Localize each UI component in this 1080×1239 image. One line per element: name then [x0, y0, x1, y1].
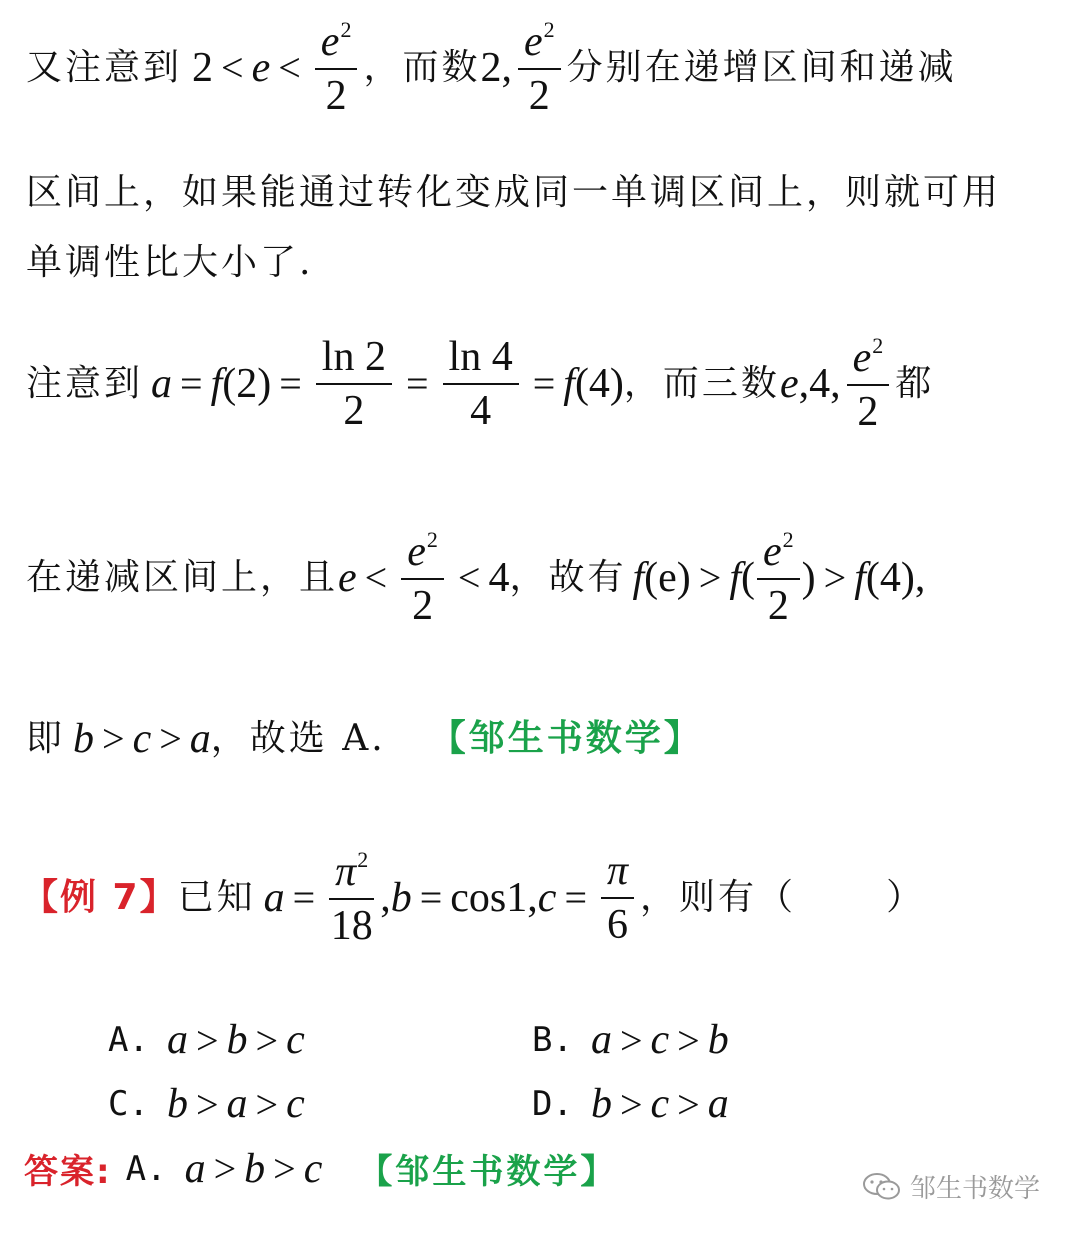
answer-line: 答案: A. a > b > c 【邹生书数学】: [24, 1145, 618, 1192]
text: 都: [895, 363, 935, 405]
text: ，故有: [509, 557, 627, 599]
text: 区间上，如果能通过转化变成同一单调区间上，则就可用: [26, 172, 1002, 213]
text: 分别在递增区间和递减: [566, 47, 957, 89]
number: 2,: [480, 45, 512, 92]
text: ）: [886, 877, 926, 919]
fraction-e2-over-2: $\frac{e^2}{2}$: [401, 528, 444, 628]
fraction-ln2-over-2: $\frac{\ln 2}{2}$: [316, 335, 392, 433]
var-e: e: [779, 361, 799, 408]
answer-letter: A.: [125, 1148, 167, 1189]
number: ,4,: [798, 361, 841, 408]
less-than: <: [221, 45, 244, 91]
comma: ,: [380, 875, 391, 922]
var-e: e: [338, 555, 357, 602]
text-line-6: [26, 718, 1068, 760]
brand-label: 【邹生书数学】: [358, 1152, 618, 1192]
fraction-e2-over-2: $\frac{e^2}{2}$: [518, 18, 561, 118]
arg: (4): [574, 361, 624, 408]
text: ，故选 A.: [210, 718, 386, 759]
equals: =: [419, 875, 443, 921]
wechat-icon: [862, 1172, 902, 1202]
option-b[interactable]: B. a > c > b: [532, 1017, 729, 1063]
example-label: 【例 7】: [22, 877, 178, 919]
func-f: f: [632, 555, 645, 602]
equals: =: [292, 875, 316, 921]
fraction-pi-over-6: $\frac{\pi}{6}$: [601, 849, 634, 947]
text-line-5: [26, 528, 1068, 628]
greater-than: >: [823, 555, 847, 601]
fraction-e2-over-2: $\frac{e^2}{2}$: [315, 18, 358, 118]
fraction-ln4-over-4: $\frac{\ln 4}{4}$: [443, 335, 519, 433]
option-c[interactable]: C. b > a > c: [108, 1081, 305, 1127]
text: 在递减区间上，且: [26, 557, 339, 599]
text: 注意到: [26, 363, 144, 405]
text: 即: [26, 718, 66, 759]
var-a: a: [151, 361, 173, 408]
var-a: a: [263, 875, 285, 922]
text-line-4: [26, 334, 1068, 434]
watermark-text: 邹生书数学: [910, 1174, 1041, 1204]
answer-label: 答案:: [24, 1152, 112, 1192]
text-line-2: [26, 172, 1068, 213]
equals: =: [405, 361, 429, 407]
func-f: f: [563, 361, 575, 408]
text: ，而三数: [623, 363, 780, 405]
paren: ): [801, 555, 816, 602]
text: 已知: [177, 877, 256, 919]
var-b: b: [390, 875, 412, 922]
text: ，则有（: [640, 877, 797, 919]
text: 单调性比大小了.: [26, 242, 314, 283]
func-f: f: [729, 555, 741, 602]
example-7-question: [22, 848, 1068, 948]
var-c: c: [537, 875, 557, 922]
equals: =: [564, 875, 587, 921]
func-f: f: [854, 555, 866, 602]
fraction-e2-over-2: $\frac{e^2}{2}$: [757, 528, 800, 628]
less-than: <: [364, 555, 388, 601]
cos-expr: cos1,: [450, 875, 538, 922]
arg: (2): [222, 361, 272, 408]
equals: =: [279, 361, 302, 407]
text: 又注意到: [26, 47, 183, 89]
equals: =: [532, 361, 556, 407]
watermark: [862, 1168, 1040, 1205]
equals: =: [180, 361, 203, 407]
var-e: e: [251, 45, 271, 92]
var-b: b: [73, 716, 95, 762]
less-than: <: [278, 45, 301, 91]
fraction-pi2-over-18: $\frac{\pi^2}{18}$: [330, 847, 373, 950]
less-than: <: [457, 555, 481, 601]
var-c: c: [132, 716, 152, 762]
arg: (4),: [865, 555, 926, 602]
brand-label: 【邹生书数学】: [429, 718, 703, 759]
arg: (e): [644, 555, 691, 602]
text-line-1: [26, 18, 1068, 118]
number: 4: [488, 555, 510, 602]
paren: (: [741, 555, 755, 602]
number: 2: [192, 45, 214, 92]
text-line-3: [26, 242, 1068, 283]
greater-than: >: [102, 716, 125, 761]
func-f: f: [210, 361, 223, 408]
option-d[interactable]: D. b > c > a: [532, 1081, 729, 1127]
fraction-e2-over-2: $\frac{e^2}{2}$: [847, 334, 890, 434]
text: ，而数: [363, 47, 481, 89]
greater-than: >: [159, 716, 182, 761]
option-a[interactable]: A. a > b > c: [108, 1017, 305, 1063]
var-a: a: [189, 716, 211, 762]
greater-than: >: [698, 555, 722, 601]
